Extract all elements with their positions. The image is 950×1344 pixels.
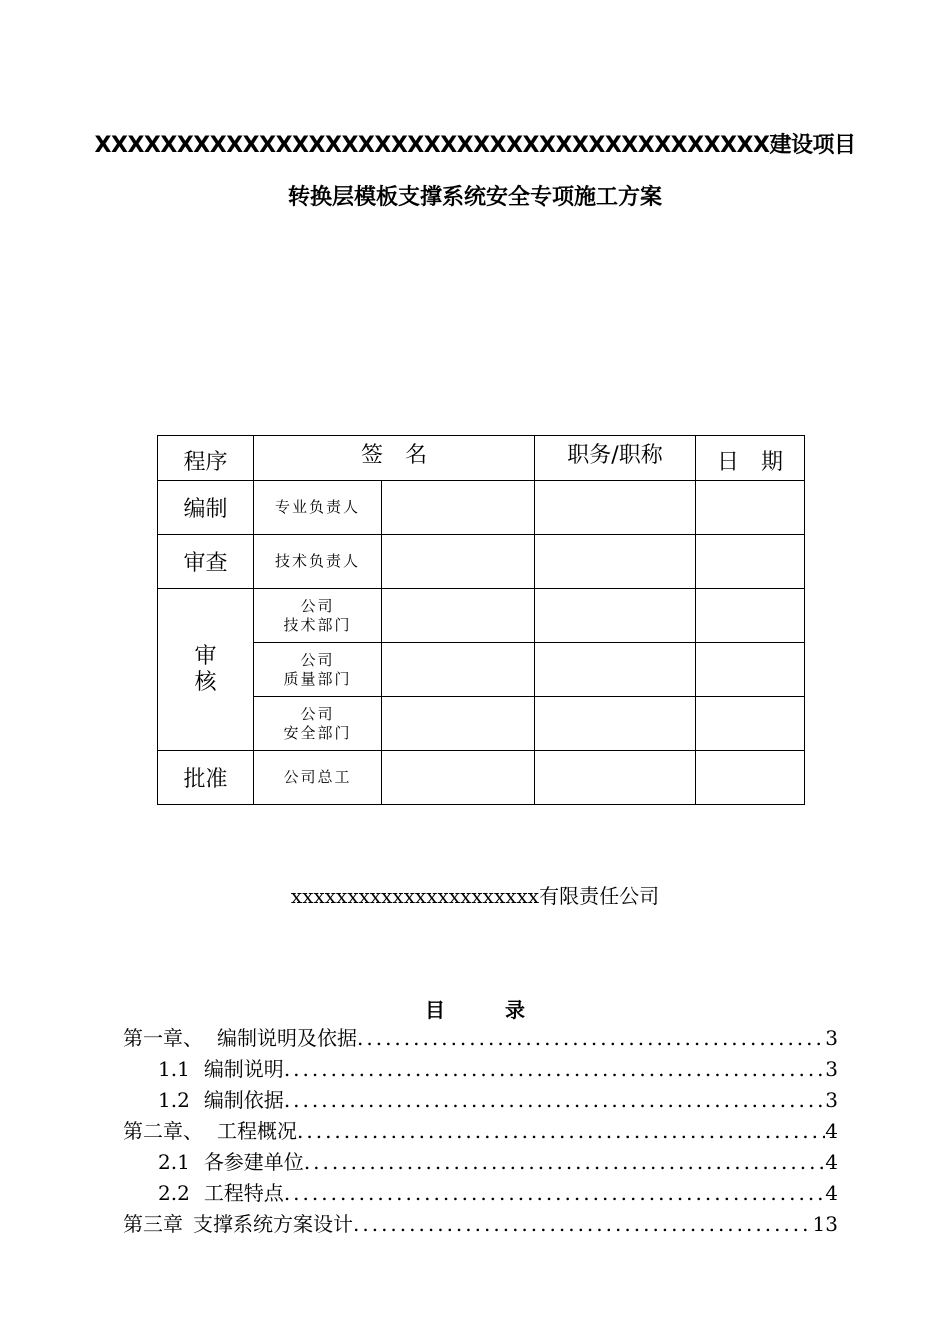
- toc-leader-dots: [297, 1119, 825, 1143]
- toc-leader-dots: [304, 1150, 825, 1174]
- toc-entry-page: 13: [812, 1212, 838, 1236]
- table-of-contents: [123, 1022, 838, 1239]
- position-cell: [535, 535, 696, 589]
- toc-entry-text: 工程特点: [203, 1181, 284, 1205]
- role-line: 公司: [300, 650, 335, 669]
- toc-entry[interactable]: [123, 1022, 838, 1053]
- date-cell: [696, 589, 805, 643]
- document-title-line1: XXXXXXXXXXXXXXXXXXXXXXXXXXXXXXXXXXXXXXXXX建设项目: [94, 133, 856, 158]
- toc-leader-dots: [357, 1026, 825, 1050]
- toc-entry-number: 1.1: [158, 1057, 190, 1081]
- step-audit-bottom: 核: [194, 669, 217, 695]
- toc-entry-number: 第二章、: [123, 1119, 203, 1143]
- toc-entry[interactable]: [123, 1084, 838, 1115]
- role-quality-dept: [254, 643, 382, 697]
- signature-cell: [382, 751, 535, 805]
- toc-entry-text: 各参建单位: [203, 1150, 304, 1174]
- position-cell: [535, 589, 696, 643]
- toc-entry-number: 1.2: [158, 1088, 190, 1112]
- toc-entry[interactable]: [123, 1053, 838, 1084]
- toc-leader-dots: [284, 1057, 825, 1081]
- signature-cell: [382, 481, 535, 535]
- role-safety-dept: [254, 697, 382, 751]
- toc-entry-page: 4: [825, 1119, 838, 1143]
- toc-entry-number: 2.1: [158, 1150, 190, 1174]
- date-cell: [696, 535, 805, 589]
- signature-cell: [382, 589, 535, 643]
- toc-entry[interactable]: [123, 1208, 838, 1239]
- date-cell: [696, 481, 805, 535]
- toc-entry-text: 编制依据: [203, 1088, 284, 1112]
- step-audit-top: 审: [194, 643, 217, 669]
- toc-title: 目 录: [425, 998, 525, 1022]
- signature-cell: [382, 643, 535, 697]
- toc-entry[interactable]: [123, 1146, 838, 1177]
- toc-entry-text: 编制说明及依据: [217, 1026, 357, 1050]
- role-line: 公司: [300, 704, 335, 723]
- toc-entry-page: 3: [825, 1026, 838, 1050]
- toc-entry[interactable]: [123, 1177, 838, 1208]
- toc-entry-number: 第一章、: [123, 1026, 203, 1050]
- signature-table: [157, 435, 805, 805]
- date-cell: [696, 643, 805, 697]
- toc-entry-text: 编制说明: [203, 1057, 284, 1081]
- company-name-suffix: 有限责任公司: [539, 884, 660, 908]
- step-review: 审查: [158, 535, 254, 589]
- toc-entry-text: 支撑系统方案设计: [193, 1212, 353, 1236]
- signature-cell: [382, 535, 535, 589]
- date-cell: [696, 751, 805, 805]
- position-cell: [535, 697, 696, 751]
- role-line: 公司: [300, 596, 335, 615]
- role-line: 质量部门: [283, 669, 352, 688]
- company-name-prefix: xxxxxxxxxxxxxxxxxxxxxx: [290, 884, 540, 908]
- position-cell: [535, 751, 696, 805]
- role-technical-lead: 技术负责人: [254, 535, 382, 589]
- toc-entry-number: 第三章: [123, 1212, 183, 1236]
- role-line: 技术部门: [283, 615, 352, 634]
- role-specialty-lead: 专业负责人: [254, 481, 382, 535]
- step-compile: 编制: [158, 481, 254, 535]
- header-position: 职务/职称: [535, 436, 696, 481]
- company-name: [0, 880, 950, 909]
- toc-entry-text: 工程概况: [217, 1119, 297, 1143]
- toc-entry-number: 2.2: [158, 1181, 190, 1205]
- toc-leader-dots: [284, 1181, 825, 1205]
- toc-entry-page: 4: [825, 1150, 838, 1174]
- date-cell: [696, 697, 805, 751]
- signature-cell: [382, 697, 535, 751]
- header-signature: 签 名: [254, 436, 535, 481]
- document-title-line2: 转换层模板支撑系统安全专项施工方案: [287, 185, 662, 210]
- toc-entry-page: 3: [825, 1088, 838, 1112]
- step-approve: 批准: [158, 751, 254, 805]
- toc-entry[interactable]: [123, 1115, 838, 1146]
- toc-entry-page: 3: [825, 1057, 838, 1081]
- position-cell: [535, 643, 696, 697]
- header-date: 日 期: [696, 436, 805, 481]
- role-chief-engineer: 公司总工: [254, 751, 382, 805]
- toc-leader-dots: [284, 1088, 825, 1112]
- role-tech-dept: [254, 589, 382, 643]
- toc-entry-page: 4: [825, 1181, 838, 1205]
- role-line: 安全部门: [283, 723, 352, 742]
- toc-leader-dots: [353, 1212, 813, 1236]
- position-cell: [535, 481, 696, 535]
- header-step: 程序: [158, 436, 254, 481]
- step-audit: [158, 589, 254, 751]
